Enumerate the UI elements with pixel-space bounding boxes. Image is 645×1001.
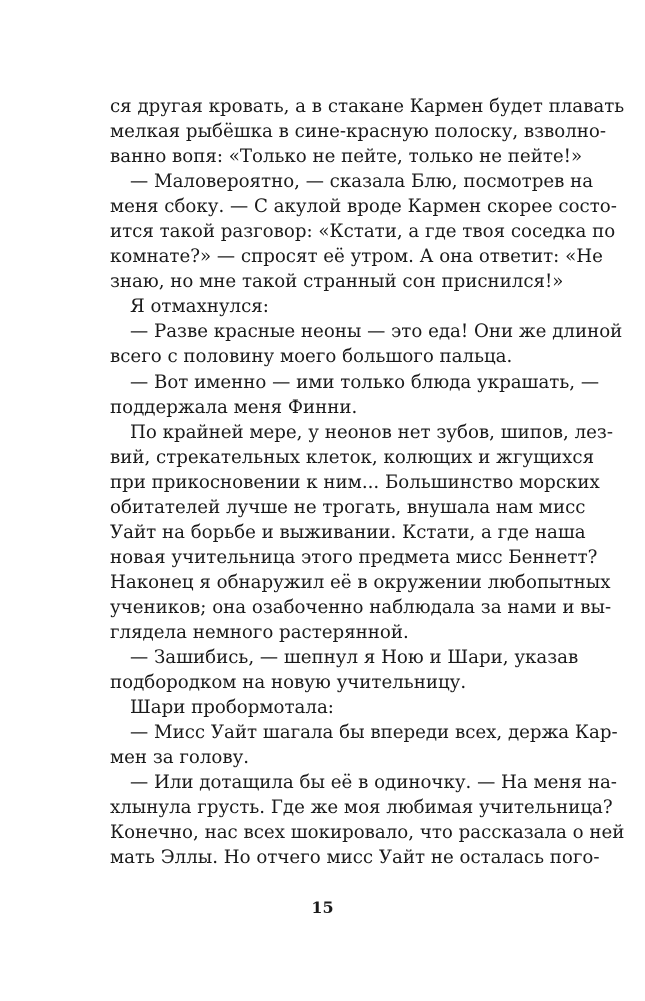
text-line: поддержала меня Финни. (110, 396, 358, 418)
text-line: меня сбоку. — С акулой вроде Кармен скорее состо- (110, 196, 617, 218)
text-line: ится такой разговор: «Кстати, а где твоя соседка по (110, 221, 616, 243)
text-line: Я отмахнулся: (130, 296, 269, 318)
text-line: — Мисс Уайт шагала бы впереди всех, держа Кар- (130, 722, 618, 744)
text-line: знаю, но мне такой странный сон приснился!» (110, 271, 564, 293)
text-line: хлынула грусть. Где же моя любимая учительница? (110, 797, 613, 819)
text-line: — Или дотащила бы её в одиночку. — На меня на- (130, 772, 617, 794)
text-line: подбородком на новую учительницу. (110, 672, 467, 694)
text-line: Конечно, нас всех шокировало, что рассказала о ней (110, 822, 625, 844)
text-line: обитателей лучше не трогать, внушала нам мисс (110, 496, 586, 518)
text-line: — Маловероятно, — сказала Блю, посмотрев на (130, 171, 594, 193)
text-line: — Зашибись, — шепнул я Ною и Шари, указав (130, 647, 579, 669)
text-line: вий, стрекательных клеток, колющих и жгущихся (110, 446, 595, 468)
text-line: Наконец я обнаружил её в окружении любопытных (110, 571, 611, 593)
text-line: Шари пробормотала: (130, 697, 334, 719)
text-line: всего с половину моего большого пальца. (110, 346, 513, 368)
text-line: новая учительница этого предмета мисс Беннетт? (110, 546, 598, 568)
text-line: мен за голову. (110, 747, 250, 769)
body-text (110, 94, 625, 870)
page-number: 15 (311, 898, 334, 917)
text-line: мать Эллы. Но отчего мисс Уайт не осталась пого- (110, 847, 600, 869)
text-line: мелкая рыбёшка в сине-красную полоску, взволно- (110, 121, 607, 143)
text-line: комнате?» — спросят её утром. А она ответит: «Не (110, 246, 603, 268)
text-line: глядела немного растерянной. (110, 621, 409, 643)
text-line: Уайт на борьбе и выживании. Кстати, а где наша (110, 521, 586, 543)
text-line: ся другая кровать, а в стакане Кармен будет плавать (110, 96, 625, 117)
text-line: — Разве красные неоны — это еда! Они же длиной (130, 321, 623, 343)
text-line: при прикосновении к ним... Большинство морских (110, 471, 600, 493)
text-line: По крайней мере, у неонов нет зубов, шипов, лез- (130, 421, 613, 443)
text-line: учеников; она озабоченно наблюдала за нами и вы- (110, 596, 612, 618)
text-line: — Вот именно — ими только блюда украшать, — (130, 371, 600, 393)
text-line: ванно вопя: «Только не пейте, только не пейте!» (110, 146, 583, 168)
